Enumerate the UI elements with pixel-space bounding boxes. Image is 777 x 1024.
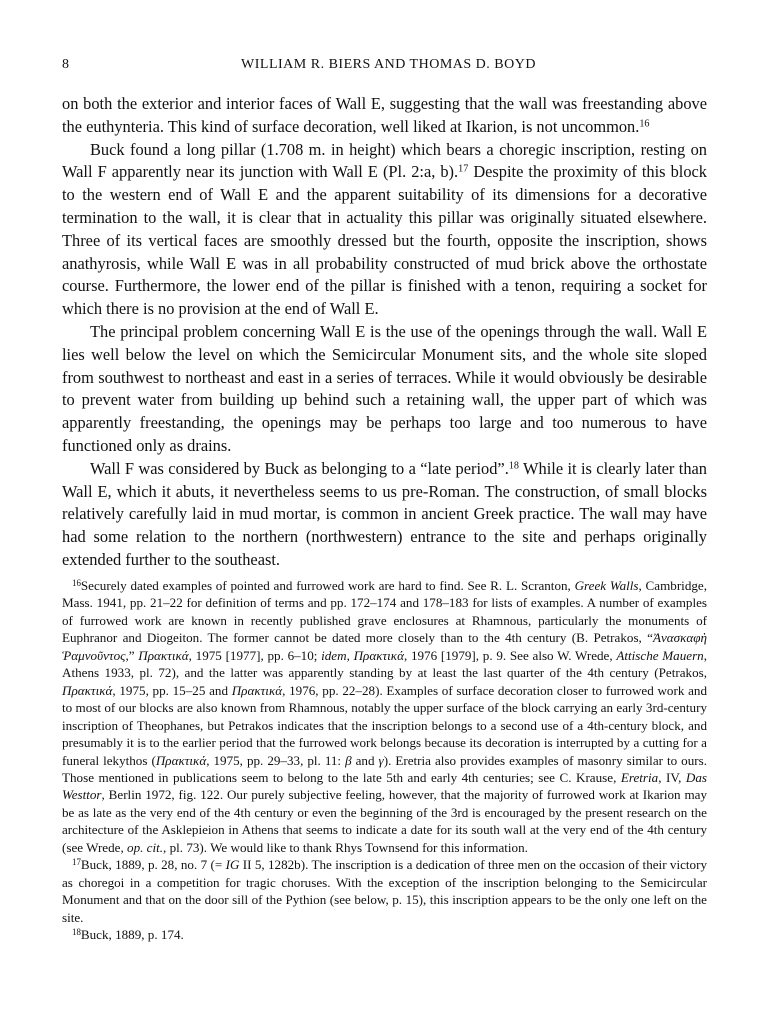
paragraph-1-text: on both the exterior and interior faces of Wall E, suggesting that the wall was freestanding above the euthynteria. This kind of surface decoration, well liked at Ikarion, is not uncommon. <box>62 94 707 136</box>
footnote-text: Buck, 1889, p. 174. <box>80 927 184 943</box>
paragraph-3 <box>62 321 707 458</box>
footnote-italic: Πρακτικά <box>155 752 207 768</box>
footnote-italic: Eretria <box>620 769 659 785</box>
footnote-italic: γ <box>378 752 384 768</box>
paragraph-3-text: The principal problem concerning Wall E is the use of the openings through the wall. Wall E lies well below the level on which the Semicircular Monument sits, and the whole site sloped from southwest to northeast and east in a series of terraces. While it would obviously be desirable to prevent water from building up behind such a retaining wall, the upper part of which was apparently freestanding, the openings may be perhaps too large and too numerous to have functioned only as drains. <box>62 321 707 455</box>
running-title: WILLIAM R. BIERS AND THOMAS D. BOYD <box>241 57 536 72</box>
footnote-text: and <box>351 752 379 768</box>
footnote-italic: Πρακτικά <box>231 682 283 698</box>
footnote-ref-17[interactable]: 17 <box>458 163 469 175</box>
paragraph-4-text-a: Wall F was considered by Buck as belonging to a “late period”. <box>90 458 509 478</box>
main-text <box>62 93 707 572</box>
footnote-text: Buck, 1889, p. 28, no. 7 (= <box>80 857 226 873</box>
footnote-text: , 1975, pp. 15–25 and <box>112 682 232 698</box>
footnote-number: 17 <box>72 857 81 868</box>
footnote-text: , IV, <box>658 769 686 785</box>
footnote-text: Securely dated examples of pointed and furrowed work are hard to find. See R. L. Scranton, <box>80 578 575 593</box>
paragraph-4-text-b: While it is clearly later than Wall E, which it abuts, it nevertheless seems to us pre-Roman. The construction, of small blocks relatively carefully laid in mud mortar, is common in ancient Greek practice. The wall may have had some relation to the northern (northwestern) entrance to the site and perhaps originally extended further to the southeast. <box>62 458 707 569</box>
footnote-text: ,” <box>125 647 139 663</box>
footnote-text: , 1976, pp. 22–28). Examples of surface decoration closer to furrowed work and to most of our blocks are also known from Rhamnous, notably the upper surface of the block carrying an early 3rd-century inscription of Theophanes, but Petrakos indicates that the inscription belongs to a second use of a 4th-century block, and presumably it is to the earlier period that the furrowed work belongs because its decoration is interrupted by a cutting for a funeral lekythos ( <box>62 682 708 768</box>
footnote-text: , Berlin 1972, fig. 122. Our purely subjective feeling, however, that the majority of furrowed work at Ikarion may be as late as the very end of the 4th century or even the beginning of the 3rd is encouraged by the present research on the architecture of the Asklepieion in Athens that seems to indicate a date for its south wall at the very end of the 4th century (see Wrede, <box>62 787 707 855</box>
footnote-text: , <box>346 647 354 663</box>
footnote-17 <box>62 856 707 926</box>
footnote-italic: Greek Walls <box>574 578 639 593</box>
paragraph-1 <box>62 93 707 139</box>
paragraph-2-text-b: Despite the proximity of this block to the western end of Wall E and the apparent suitability of its dimensions for a decorative termination to the wall, it is clear that in actuality this pillar was originally situated elsewhere. Three of its vertical faces are smoothly dressed but the fourth, opposite the inscription, shows anathyrosis, while Wall E was in all probability constructed of mud brick above the orthostate course. Furthermore, the lower end of the pillar is finished with a tenon, requiring a socket for which there is no provision at the end of Wall E. <box>62 162 707 319</box>
footnote-number: 18 <box>72 927 81 938</box>
paragraph-2-text-a: Buck found a long pillar (1.708 m. in height) which bears a choregic inscription, resting on Wall F apparently near its junction with Wall E (Pl. 2:a, b). <box>62 139 707 182</box>
footnote-italic: IG <box>225 857 240 873</box>
footnote-text: , 1975, pp. 29–33, pl. 11: <box>206 752 346 768</box>
footnote-italic: Πρακτικά <box>138 647 189 663</box>
paragraph-2 <box>62 139 707 321</box>
footnote-italic: Ἀνασκαφὴ Ῥαμνοῦντος <box>62 630 707 663</box>
footnote-italic: op. cit. <box>127 839 164 855</box>
footnote-text: , 1975 [1977], pp. 6–10; <box>188 647 322 663</box>
footnote-16 <box>62 577 707 856</box>
footnote-italic: Πρακτικά <box>353 647 404 663</box>
footnote-18 <box>62 926 707 943</box>
footnote-text: ). Eretria also provides examples of masonry similar to ours. Those mentioned in publications seem to belong to the late 5th and early 4th centuries; see C. Krause, <box>62 752 708 785</box>
footnotes <box>62 577 707 944</box>
page-number: 8 <box>62 57 70 72</box>
footnote-text: , Athens 1933, pl. 72), and the latter was apparently standing by at least the last quarter of the 4th century (Petrakos, <box>62 647 708 681</box>
footnote-text: II 5, 1282b). The inscription is a dedication of three men on the occasion of their victory as choregoi in a competition for tragic choruses. With the exception of the inscription belonging to the Semicircular Monument and that on the door sill of the Pythion (see below, p. 15), this inscription appears to be the only one left on the site. <box>62 857 707 925</box>
footnote-text: , 1976 [1979], p. 9. See also W. Wrede, <box>403 647 617 663</box>
footnote-italic: Πρακτικά <box>62 682 113 698</box>
footnote-ref-16[interactable]: 16 <box>639 118 650 130</box>
footnote-italic: idem <box>321 647 347 663</box>
footnote-ref-18[interactable]: 18 <box>508 460 519 472</box>
footnote-text: , Cambridge, Mass. 1941, pp. 21–22 for definition of terms and pp. 172–174 and 178–183 for lists of examples. A number of examples of furrowed work are known in recently published grave enclosures at Rhamnous, particularly the monuments of Euphranor and Diogeiton. The former cannot be dated more closely than to the 4th century (B. Petrakos, “ <box>62 578 707 646</box>
footnote-text: , pl. 73). We would like to thank Rhys Townsend for this information. <box>163 839 528 855</box>
running-header <box>62 57 715 77</box>
footnote-italic: Das Westtor <box>62 769 707 803</box>
footnote-italic: β <box>345 752 352 768</box>
footnote-number: 16 <box>72 578 81 588</box>
footnote-italic: Attische Mauern <box>616 647 704 663</box>
paragraph-4 <box>62 458 707 572</box>
